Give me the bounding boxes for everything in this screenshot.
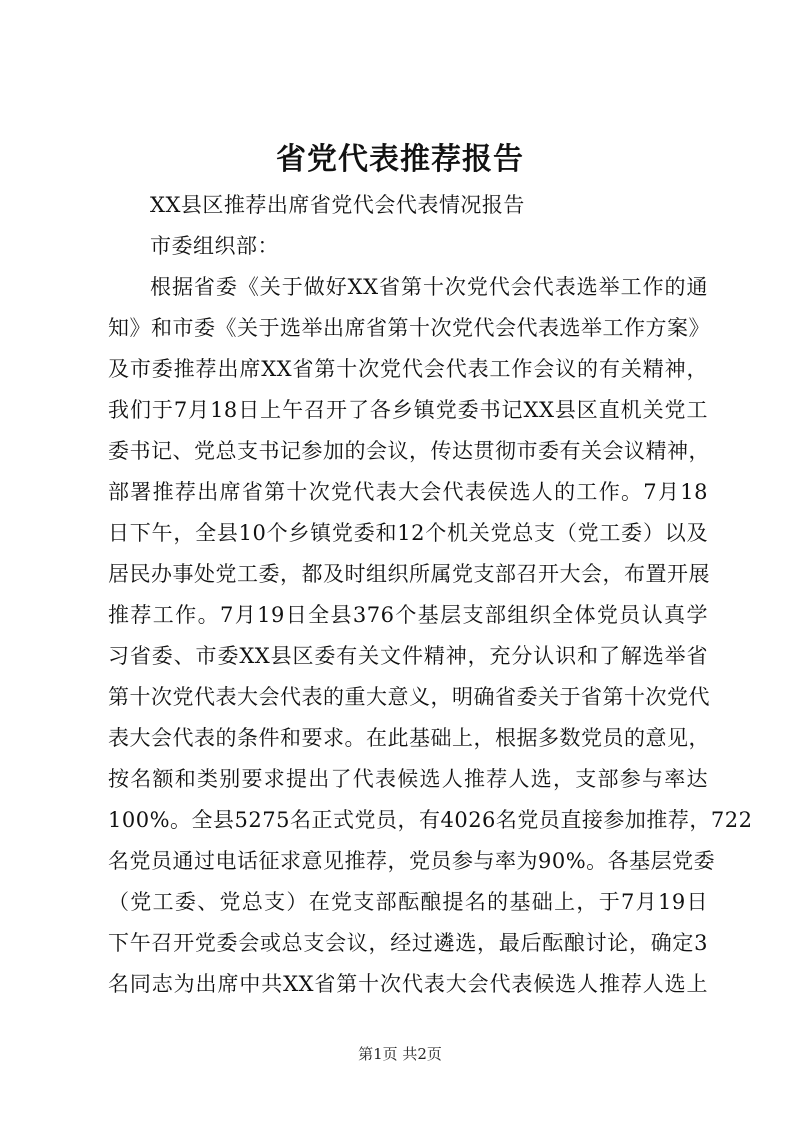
body-line: 第十次党代表大会代表的重大意义，明确省委关于省第十次党代	[108, 685, 710, 709]
body-line: 100%。全县5275名正式党员，有4026名党员直接参加推荐，722	[108, 808, 753, 832]
body-line: 按名额和类别要求提出了代表候选人推荐人选，支部参与率达	[108, 767, 708, 791]
body-line: 习省委、市委XX县区委有关文件精神，充分认识和了解选举省	[108, 644, 708, 668]
body-line: 名同志为出席中共XX省第十次代表大会代表候选人推荐人选上	[108, 972, 708, 996]
body-line: 知》和市委《关于选举出席省第十次党代会代表选举工作方案》	[108, 316, 710, 340]
body-line: 及市委推荐出席XX省第十次党代会代表工作会议的有关精神，	[108, 357, 708, 381]
body-line: 委书记、党总支书记参加的会议，传达贯彻市委有关会议精神，	[108, 439, 710, 463]
body-line: 居民办事处党工委，都及时组织所属党支部召开大会，布置开展	[108, 562, 710, 586]
body-line: （党工委、党总支）在党支部酝酿提名的基础上，于7月19日	[108, 890, 708, 914]
document-subtitle: XX县区推荐出席省党代会代表情况报告	[150, 193, 525, 217]
body-line: 我们于7月18日上午召开了各乡镇党委书记XX县区直机关党工	[108, 398, 708, 422]
body-line: 下午召开党委会或总支会议，经过遴选，最后酝酿讨论，确定3	[108, 931, 708, 955]
body-line: 部署推荐出席省第十次党代表大会代表侯选人的工作。7月18	[108, 480, 708, 504]
body-line: 名党员通过电话征求意见推荐，党员参与率为90%。各基层党委	[108, 849, 716, 873]
body-line: 表大会代表的条件和要求。在此基础上，根据多数党员的意见，	[108, 726, 710, 750]
document-title: 省党代表推荐报告	[276, 142, 524, 177]
body-line: 推荐工作。7月19日全县376个基层支部组织全体党员认真学	[108, 603, 708, 627]
salutation: 市委组织部：	[150, 234, 279, 258]
page-footer: 第1页 共2页	[358, 1045, 442, 1063]
body-line: 日下午，全县10个乡镇党委和12个机关党总支（党工委）以及	[108, 521, 708, 545]
body-line: 根据省委《关于做好XX省第十次党代会代表选举工作的通	[150, 275, 708, 299]
